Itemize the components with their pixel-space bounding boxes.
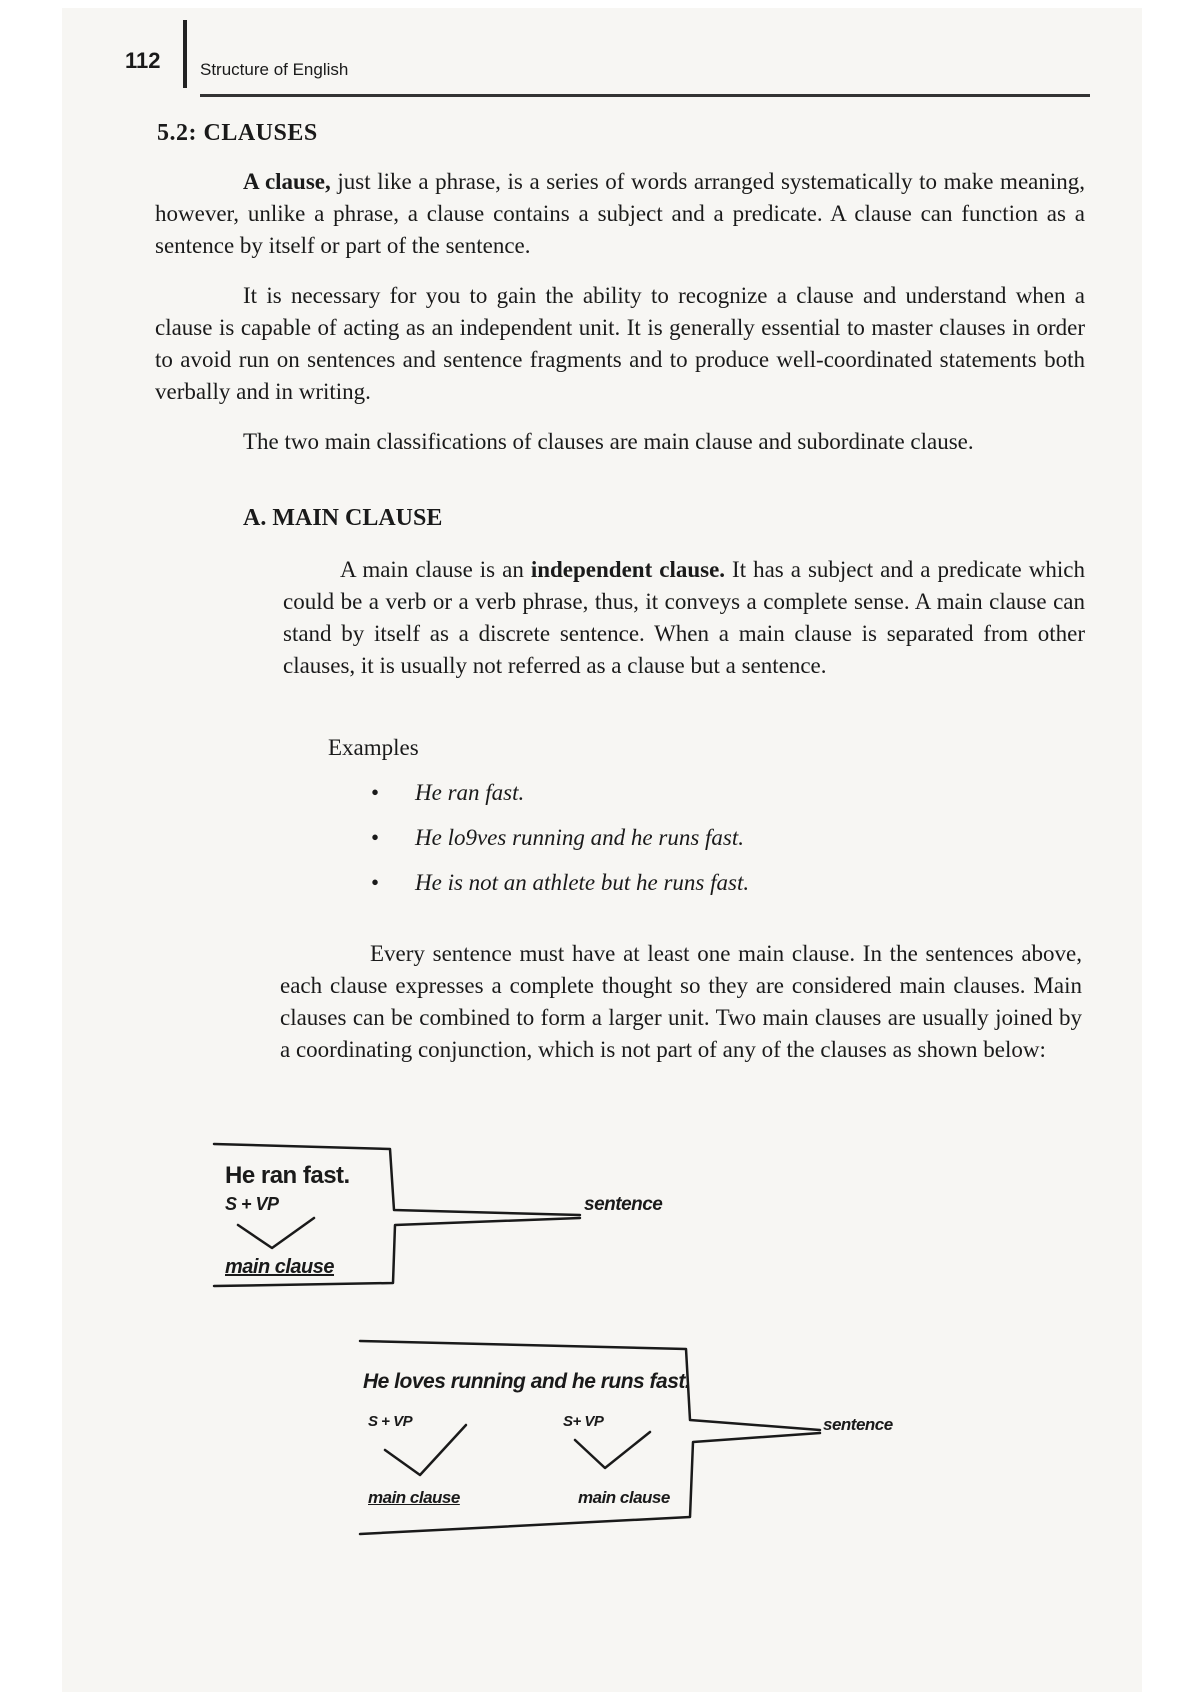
subsection-title: A. MAIN CLAUSE <box>243 505 443 531</box>
diagram2-structure-2: S+ VP <box>563 1413 604 1430</box>
diagram2-v-mark-2 <box>575 1432 650 1468</box>
diagram1-v-mark <box>238 1218 314 1248</box>
diagram2-label-1: main clause <box>368 1488 460 1507</box>
section-title: 5.2: CLAUSES <box>157 120 318 146</box>
intro-before: A main clause is an <box>340 557 531 582</box>
paragraph-main-clause-closing: Every sentence must have at least one main clause. In the sentences above, each clause expresses a complete thought so they are considered main clauses. Main clauses can be combined to form a larger unit. Two main clauses are usually joined by a coordinating conjunction, which is not part of any of the clauses as shown below: <box>280 941 1082 1062</box>
paragraph-clause-ability: It is necessary for you to gain the ability to recognize a clause and understand when a clause is capable of acting as an independent unit. It is generally essential to master clauses in order to avoid run on sentences and sentence fragments and to produce well-coordinated statements both verbally and in writing. <box>155 283 1085 404</box>
intro-after: It has a subject and a predicate which could be a verb or a verb phrase, thus, it conveys a complete sense. A main clause can stand by itself as a discrete sentence. When a main clause is separated from other clauses, it is usually not referred as a clause but a sentence. <box>283 557 1085 678</box>
diagram2-label-2: main clause <box>578 1488 670 1507</box>
example-item: • He ran fast. <box>365 780 749 825</box>
page-number: 112 <box>125 48 161 73</box>
diagram1-structure: S + VP <box>225 1194 279 1214</box>
diagram2-v-mark-1 <box>385 1425 466 1475</box>
diagram2-bracket-lower <box>360 1433 820 1534</box>
bold-term-independent-clause: independent clause. <box>530 557 726 582</box>
examples-label: Examples <box>328 735 419 760</box>
running-title: Structure of English <box>200 60 349 79</box>
diagram1-result: sentence <box>584 1194 663 1215</box>
diagram2-sentence: He loves running and he runs fast. <box>363 1370 691 1393</box>
bold-term-clause: A clause, <box>243 169 331 194</box>
example-item: • He lo9ves running and he runs fast. <box>365 825 749 870</box>
diagram2-result: sentence <box>823 1415 893 1434</box>
diagram1-label: main clause <box>225 1256 335 1278</box>
paragraph-clause-classifications: The two main classifications of clauses are main clause and subordinate clause. <box>243 429 974 454</box>
paragraph-text: just like a phrase, is a series of words arranged systematically to make meaning, however, unlike a phrase, a clause contains a subject and a predicate. A clause can function as a sentence by itself or part of the sentence. <box>155 169 1086 258</box>
diagram1-sentence: He ran fast. <box>225 1162 350 1189</box>
example-item: • He is not an athlete but he runs fast. <box>365 870 749 915</box>
diagram2-structure-1: S + VP <box>368 1413 413 1430</box>
